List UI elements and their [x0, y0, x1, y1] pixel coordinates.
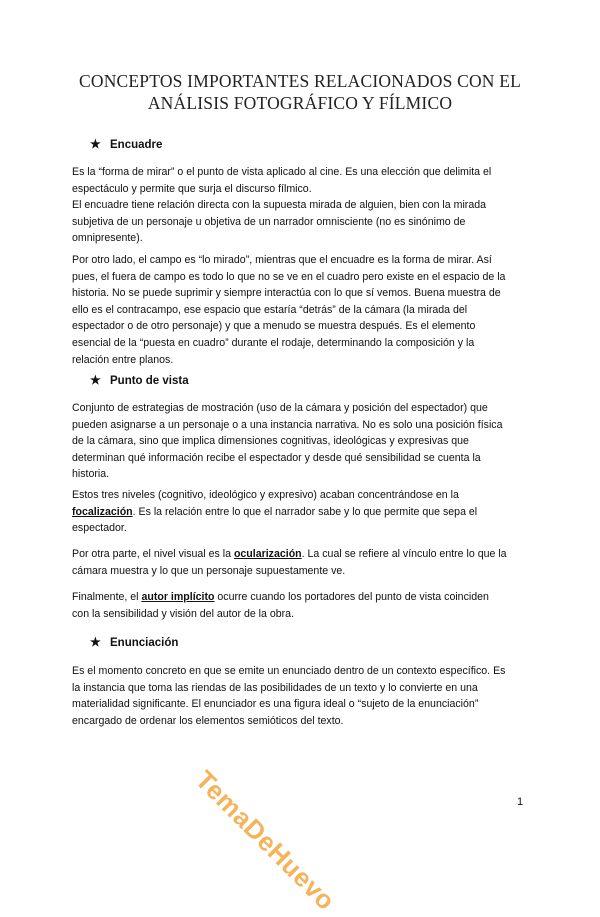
- paragraph-encuadre-1: [72, 164, 542, 247]
- text-line: pueden asignarse a un personaje o a una instancia narrativa. No es solo una posición física: [72, 418, 503, 431]
- text-line: Por otro lado, el campo es “lo mirado”, mientras que el encuadre es la forma de mirar. Así: [72, 254, 492, 266]
- star-bullet-icon: ★: [90, 635, 101, 649]
- text-line: materialidad significante. El enunciador es una figura ideal o “sujeto de la enunciación”: [72, 698, 479, 711]
- paragraph-punto-de-vista-4: [72, 589, 542, 622]
- text-line: pues, el fuera de campo es todo lo que no se ve en el cuadro pero existe en el espacio de la: [72, 270, 506, 283]
- text-line: Es la “forma de mirar” o el punto de vista aplicado al cine. Es una elección que delimita el: [72, 166, 492, 178]
- term-focalizacion: focalización: [72, 505, 133, 518]
- text-line: [72, 589, 542, 606]
- text-line: espectador.: [72, 522, 127, 535]
- text-line: con la sensibilidad y visión del autor de la obra.: [72, 607, 295, 620]
- text-line: historia.: [72, 468, 110, 481]
- text-line: de la cámara, sino que implica dimensiones cognitivas, ideológicas y expresivas que: [72, 435, 469, 448]
- watermark: TemaDeHuevo: [189, 764, 342, 916]
- text-line: El encuadre tiene relación directa con la supuesta mirada de alguien, bien con la mirada: [72, 199, 486, 212]
- text-line: omnipresente).: [72, 232, 143, 245]
- paragraph-punto-de-vista-3: [72, 546, 542, 579]
- text-fragment: . La cual se refiere al vínculo entre lo que la: [301, 548, 507, 560]
- text-line: la instancia que toma las riendas de las posibilidades de un texto y lo convierte en una: [72, 681, 478, 694]
- paragraph-punto-de-vista-2: [72, 487, 542, 537]
- text-line: [72, 504, 542, 521]
- text-line: subjetiva de un personaje u objetiva de un narrador omnisciente (no es sinónimo de: [72, 215, 466, 228]
- text-fragment: Finalmente, el: [72, 591, 142, 603]
- heading-label: Punto de vista: [110, 375, 189, 387]
- text-fragment: ocurre cuando los portadores del punto de vista coinciden: [214, 591, 489, 603]
- star-bullet-icon: ★: [90, 373, 101, 387]
- page-number: 1: [517, 796, 524, 808]
- text-line: historia. No se puede suprimir y siempre interactúa con lo que sí vemos. Buena muestra de: [72, 287, 501, 300]
- title-line-1: CONCEPTOS IMPORTANTES RELACIONADOS CON EL: [79, 71, 521, 91]
- text-line: espectador o de otro personaje) y que a menudo se muestra después. Es el elemento: [72, 320, 476, 333]
- text-line: Es el momento concreto en que se emite un enunciado dentro de un contexto específico. Es: [72, 665, 506, 677]
- text-line: relación entre planos.: [72, 353, 174, 366]
- heading-enunciacion: [90, 635, 178, 649]
- text-line: Estos tres niveles (cognitivo, ideológico y expresivo) acaban concentrándose en la: [72, 489, 459, 501]
- text-fragment: . Es la relación entre lo que el narrador sabe y lo que permite que sepa el: [132, 505, 478, 518]
- text-line: encargado de ordenar los elementos semióticos del texto.: [72, 714, 344, 727]
- heading-encuadre: [90, 137, 162, 151]
- text-line: cámara muestra y lo que un personaje supuestamente ve.: [72, 564, 346, 577]
- text-line: ello es el contracampo, ese espacio que estaría “detrás” de la cámara (la mirada del: [72, 303, 468, 316]
- text-fragment: Por otra parte, el nivel visual es la: [72, 548, 234, 560]
- text-line: determinan qué información recibe el espectador y desde qué sensibilidad se cuenta la: [72, 451, 481, 464]
- title-line-2: ANÁLISIS FOTOGRÁFICO Y FÍLMICO: [147, 93, 453, 113]
- heading-label: Encuadre: [110, 139, 163, 151]
- paragraph-punto-de-vista-1: [72, 400, 542, 483]
- term-autor-implicito: autor implícito: [141, 591, 215, 603]
- star-bullet-icon: ★: [90, 137, 101, 151]
- term-ocularizacion: ocularización: [233, 548, 302, 560]
- paragraph-enunciacion-1: [72, 663, 542, 729]
- document-title: [60, 70, 540, 114]
- text-line: [72, 546, 542, 563]
- heading-punto-de-vista: [90, 373, 189, 387]
- text-line: espectáculo y permite que surja el discurso fílmico.: [72, 182, 312, 195]
- text-line: Conjunto de estrategias de mostración (uso de la cámara y posición del espectador) que: [72, 402, 488, 414]
- paragraph-encuadre-2: [72, 252, 542, 368]
- heading-label: Enunciación: [110, 637, 179, 649]
- text-line: esencial de la “puesta en cuadro” durante el rodaje, determinando la composición y la: [72, 336, 475, 349]
